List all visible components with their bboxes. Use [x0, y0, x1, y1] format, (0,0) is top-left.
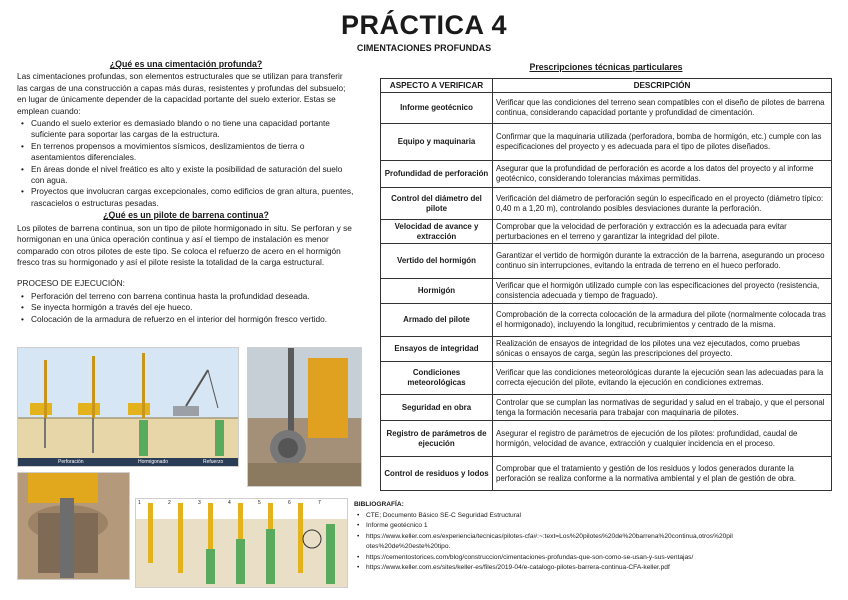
step-number: 5: [258, 500, 261, 506]
aspect-cell: Condiciones meteorológicas: [381, 362, 493, 395]
aspect-cell: Profundidad de perforación: [381, 161, 493, 188]
description-cell: Verificar que las condiciones del terreno sean compatibles con el diseño de pilotes de barrena continua, considerando capacidad portante y profundidad de cimentación.: [493, 93, 832, 124]
pile-heading: ¿Qué es un pilote de barrena continua?: [103, 210, 269, 221]
aspect-cell: Vertido del hormigón: [381, 244, 493, 279]
process-diagram-drawing: [18, 348, 239, 467]
aspect-cell: Registro de parámetros de ejecución: [381, 421, 493, 457]
table-row: [381, 421, 832, 457]
description-cell: Comprobar que la velocidad de perforación y extracción es la adecuada para evitar perturbaciones en el terreno y garantizar la integridad del pilote.: [493, 220, 832, 244]
aspect-cell: Control de residuos y lodos: [381, 457, 493, 491]
intro-bullet: • Proyectos que involucran cargas excepcionales, como edificios de gran altura, puentes, rascacielos o estructuras pesadas.: [17, 186, 355, 209]
description-cell: Verificar que las condiciones meteorológicas durante la ejecución sean las adecuadas para la correcta ejecución del pilote, evitando la ejecución en condiciones extremas.: [493, 362, 832, 395]
bibliography-heading: BIBLIOGRAFÍA:: [354, 501, 404, 508]
step-number: 7: [318, 500, 321, 506]
bibliography: [354, 500, 734, 574]
spec-header-row: [381, 79, 832, 93]
step-number: 3: [198, 500, 201, 506]
intro-bullet-list: [17, 118, 355, 209]
table-row: [381, 188, 832, 220]
process-diagram: [17, 347, 239, 467]
spec-heading: Prescripciones técnicas particulares: [529, 62, 683, 72]
steps-diagram-drawing: [136, 499, 348, 588]
process-bullet: • Perforación del terreno con barrena continua hasta la profundidad deseada.: [17, 291, 355, 302]
page-subtitle: CIMENTACIONES PROFUNDAS: [356, 43, 492, 53]
table-row: [381, 337, 832, 362]
intro-paragraph: Las cimentaciones profundas, son elementos estructurales que se utilizan para transferir las cargas de una construcción a capas más duras, resistentes y profundas del subsuelo; en lugar de únicamente depender de la capacidad portante del suelo exterior. Estas se emplean cuando:: [17, 71, 346, 116]
description-cell: Comprobar que el tratamiento y gestión de los residuos y lodos generados durante la perforación se realiza conforme a la normativa ambiental y el plan de gestión de obra.: [493, 457, 832, 491]
auger-photo-drawing: [18, 473, 130, 580]
step-number: 2: [168, 500, 171, 506]
table-row: [381, 304, 832, 337]
table-row: [381, 244, 832, 279]
rig-photo: [247, 347, 362, 487]
table-row: [381, 220, 832, 244]
step-number: 1: [138, 500, 141, 506]
step-number: 4: [228, 500, 231, 506]
diagram-label: Refuerzo: [203, 459, 224, 465]
column-header: ASPECTO A VERIFICAR: [381, 79, 493, 93]
intro-heading: ¿Qué es una cimentación profunda?: [109, 59, 263, 69]
page-title: PRÁCTICA 4: [340, 10, 507, 40]
table-row: [381, 279, 832, 304]
table-row: [381, 124, 832, 161]
left-column: [17, 58, 355, 326]
description-cell: Verificar que el hormigón utilizado cumple con las especificaciones del proyecto (resistencia, consistencia adecuada y tiempo de fraguado).: [493, 279, 832, 304]
aspect-cell: Velocidad de avance y extracción: [381, 220, 493, 244]
process-bullet: • Colocación de la armadura de refuerzo en el interior del hormigón fresco vertido.: [17, 314, 355, 325]
bibliography-item: • CTE; Documento Básico SE-C Seguridad Estructural: [354, 511, 734, 522]
pile-paragraph: Los pilotes de barrena continua, son un tipo de pilote hormigonado in situ. Se perforan y se hormigonan en una única operación continua y así el tiempo de instalación es menor comparado con otros pilotes de este tipo. Se coloca el refuerzo de acero en el hormigón fresco tras su hormigonado y así el pilote resiste la totalidad de la carga estructural.: [17, 222, 352, 267]
process-bullet-list: [17, 291, 355, 325]
aspect-cell: Seguridad en obra: [381, 395, 493, 421]
table-row: [381, 362, 832, 395]
intro-bullet: • En áreas donde el nivel freático es alto y existe la posibilidad de saturación del suelo con agua.: [17, 164, 355, 187]
description-cell: Realización de ensayos de integridad de los pilotes una vez ejecutados, como pruebas sónicas o ensayos de carga, según las prescripciones del proyecto.: [493, 337, 832, 362]
rig-photo-drawing: [248, 348, 362, 487]
description-cell: Confirmar que la maquinaria utilizada (perforadora, bomba de hormigón, etc.) cumple con las especificaciones del proyecto y es adecuada para el tipo de pilotes diseñados.: [493, 124, 832, 161]
aspect-cell: Hormigón: [381, 279, 493, 304]
bibliography-list: [354, 511, 734, 574]
description-cell: Comprobación de la correcta colocación de la armadura del pilote (normalmente colocada tras el hormigonado), incluyendo la longitud, recubrimientos y centrado de la misma.: [493, 304, 832, 337]
column-header: DESCRIPCIÓN: [493, 79, 832, 93]
spec-table: [380, 78, 832, 491]
table-row: [381, 93, 832, 124]
description-cell: Garantizar el vertido de hormigón durante la extracción de la barrena, asegurando un proceso continuo sin interrupciones, evitando la entrada de terreno en el hueco perforado.: [493, 244, 832, 279]
table-row: [381, 161, 832, 188]
aspect-cell: Armado del pilote: [381, 304, 493, 337]
description-cell: Asegurar que la profundidad de perforación es acorde a los datos del proyecto y al informe geotécnico, considerando tolerancias máximas permitidas.: [493, 161, 832, 188]
aspect-cell: Informe geotécnico: [381, 93, 493, 124]
process-bullet: • Se inyecta hormigón a través del eje hueco.: [17, 302, 355, 313]
description-cell: Verificación del diámetro de perforación según lo especificado en el proyecto (diámetro típico: 0,40 m a 1,20 m), controlando posibles desviaciones durante la perforación.: [493, 188, 832, 220]
intro-bullet: • Cuando el suelo exterior es demasiado blando o no tiene una capacidad portante suficiente para soportar las cargas de la estructura.: [17, 118, 355, 141]
bibliography-link[interactable]: • https://www.keller.com.es/sites/keller-es/files/2019-04/e-catalogo-pilotes-barrera-continua-CFA-keller.pdf: [354, 563, 734, 574]
description-cell: Asegurar el registro de parámetros de ejecución de los pilotes: profundidad, caudal de hormigón, velocidad de avance, extracción y cualquier incidencia en el proceso.: [493, 421, 832, 457]
description-cell: Controlar que se cumplan las normativas de seguridad y salud en el trabajo, y que el personal tenga la formación necesaria para trabajar con maquinaria de pilotes.: [493, 395, 832, 421]
auger-photo: [17, 472, 130, 580]
table-row: [381, 395, 832, 421]
aspect-cell: Ensayos de integridad: [381, 337, 493, 362]
table-row: [381, 457, 832, 491]
intro-bullet: • En terrenos propensos a movimientos sísmicos, deslizamientos de tierra o asentamientos diferenciales.: [17, 141, 355, 164]
process-heading: PROCESO DE EJECUCIÓN:: [17, 278, 125, 289]
diagram-label: Hormigonado: [138, 459, 169, 465]
bibliography-link[interactable]: • https://cementostorices.com/blog/construccion/cimentaciones-profundas-que-son-como-se-usan-y-sus-ventajas/: [354, 553, 734, 564]
aspect-cell: Control del diámetro del pilote: [381, 188, 493, 220]
bibliography-link[interactable]: • https://www.keller.com.es/experiencia/tecnicas/pilotes-cfa#:~:text=Los%20pilotes%20de%20barrena%20continua,otros%20pilotes%20de%20este%20tipo.: [354, 532, 734, 553]
step-number: 6: [288, 500, 291, 506]
bibliography-item: • Informe geotécnico 1: [354, 521, 734, 532]
steps-diagram: [135, 498, 348, 588]
aspect-cell: Equipo y maquinaria: [381, 124, 493, 161]
diagram-label: Perforación: [58, 459, 84, 465]
